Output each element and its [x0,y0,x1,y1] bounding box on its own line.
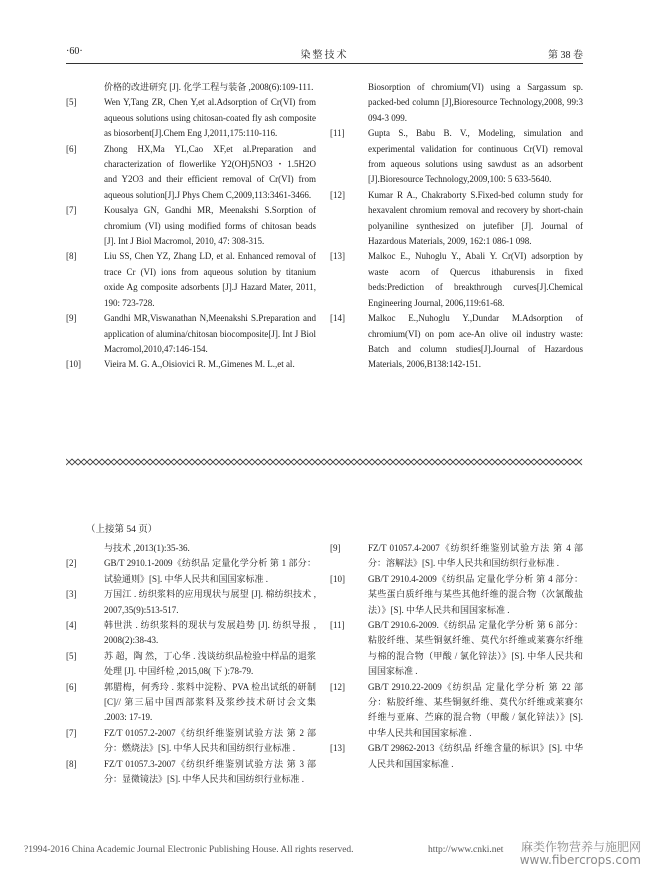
reference-item: [12] Kumar R A., Chakraborty S.Fixed-bed column study for hexavalent chromium removal and recovery by short-chain polyaniline synthesized on jutefiber [J]. Journal of Hazardous Materials, 2009, 162:1 086-1 098. [330,189,583,247]
reference-item: [6] 郭腊梅，何秀玲 . 浆料中淀粉、PVA 检出试纸的研制 [C]// 第三届中国西部浆料及浆纱技术研讨会文集 .2003: 17-19. [66,681,316,723]
reference-item: [3] 万国江 . 纺织浆料的应用现状与展望 [J]. 棉纺织技术 , 2007,35(9):513-517. [66,589,316,615]
reference-item: 与技术 ,2013(1):35-36. [104,543,190,553]
section-divider-wave [66,457,583,467]
reference-item: [8] FZ/T 01057.3-2007《纺织纤维鉴别试验方法 第 3 部分：显微镜法》[S]. 中华人民共和国纺织行业标准 . [66,758,316,785]
volume-label: 第 38 卷 [548,50,583,61]
header-rule [66,63,583,64]
reference-item: [10] Vieira M. G. A.,Oisiovici R. M.,Gimenes M. L.,et al. [66,359,295,370]
copyright-notice: ?1994-2016 China Academic Journal Electronic Publishing House. All rights reserved. [24,845,354,855]
journal-title: 染整技术 [300,50,349,61]
reference-item: [2] GB/T 2910.1-2009《纺织品 定量化学分析 第 1 部分：试验通则》[S]. 中华人民共和国国家标准 . [66,558,316,584]
footer-url: http://www.cnki.net [428,845,504,855]
reference-item: [14] Malkoc E.,Nuhoglu Y.,Dundar M.Adsorption of chromium(VI) on pom ace-An olive oil industry waste: Batch and column studies[J].Journal of Hazardous Materials, 2006,B138:142-151. [330,313,583,370]
reference-item: [6] Zhong HX,Ma YL,Cao XF,et al.Preparation and characterization of flowerlike Y2(OH)5NO3・1.5H2O and Y2O3 and their efficient removal of Cr(VI) from aqueous solution[J].J Phys Chem C,2009,113:3461-3466. [66,143,316,200]
reference-item: [7] Kousalya GN, Gandhi MR, Meenakshi S.Sorption of chromium (VI) using modified forms of chitosan beads [J]. Int J Biol Macromol, 2010, 47: 308-315. [66,205,316,247]
reference-item: [9] FZ/T 01057.4-2007《纺织纤维鉴别试验方法 第 4 部分：溶解法》[S]. 中华人民共和国纺织行业标准 . [330,543,583,569]
reference-item: [10] GB/T 2910.4-2009《纺织品 定量化学分析 第 4 部分：某些蛋白质纤维与某些其他纤维的混合物（次氯酸盐法）》[S]. 中华人民共和国国家标准 . [330,573,583,615]
reference-item: [9] Gandhi MR,Viswanathan N,Meenakshi S.Preparation and application of alumina/chitosan biocomposite[J]. Int J Biol Macromol,2010,47:146-154. [66,313,316,354]
reference-item: [11] GB/T 2910.6-2009.《纺织品 定量化学分析 第 6 部分：粘胶纤维、某些铜氨纤维、莫代尔纤维或莱赛尔纤维与棉的混合物（甲酸 / 氯化锌法）》[S]. 中华人民共和国国家标准 . [330,620,583,677]
site-watermark: 麻类作物营养与施肥网 www.fibercrops.com [519,840,641,867]
reference-item: Biosorption of chromium(VI) using a Sargassum sp. packed-bed column [J],Bioresource Technology,2008, 99:3 094-3 099. [368,82,583,123]
top-left-column [66,80,316,373]
reference-item: [12] GB/T 2910.22-2009《纺织品 定量化学分析 第 22 部分：粘胶纤维、某些铜氨纤维、莫代尔纤维或莱赛尔纤维与亚麻、苎麻的混合物（甲酸 / 氯化锌法）》[S]. 中华人民共和国国家标准 . [330,681,583,738]
reference-item: [8] Liu SS, Chen YZ, Zhang LD, et al. Enhanced removal of trace Cr (VI) ions from aqueous solution by titanium oxide Ag composite adsorbents [J].J Hazard Mater, 2011, 190: 723-728. [66,251,316,308]
page-footer [0,840,649,867]
bottom-right-column [330,541,583,772]
reference-item: 价格的改进研究 [J]. 化学工程与装备 ,2008(6):109-111. [104,82,314,92]
reference-item: [13] Malkoc E., Nuhoglu Y., Abali Y. Cr(VI) adsorption by waste acorn of Quercus ithaburensis in fixed beds:Prediction of breakthrough curves[J].Chemical Engineering Journal, 2006,119:61-68. [330,251,583,308]
page-number: ·60· [66,46,83,57]
reference-item: [7] FZ/T 01057.2-2007《纺织纤维鉴别试验方法 第 2 部分：燃烧法》[S]. 中华人民共和国纺织行业标准 . [66,727,316,754]
reference-item: [11] Gupta S., Babu B. V., Modeling, simulation and experimental validation for continuous Cr(VI) removal from aqueous solutions using sawdust as an adsorbent [J].Bioresource Technology,2009,100: 5 633-5640. [330,128,583,185]
reference-item: [5] Wen Y,Tang ZR, Chen Y,et al.Adsorption of Cr(VI) from aqueous solutions using chitosan-coated fly ash composite as biosorbent[J].Chem Eng J,2011,175:110-116. [66,97,316,139]
reference-item: [5] 苏 超，陶 然，丁心华 . 浅谈纺织品检验中样品的退浆处理 [J]. 中国纤检 ,2015,08( 下 ):78-79. [66,650,316,677]
continued-from-label: （上接第 54 页） [86,525,158,535]
reference-item: [13] GB/T 29862-2013《纺织品 纤维含量的标识》[S]. 中华人民共和国国家标准 . [330,743,583,769]
page-header [66,46,583,64]
top-right-column [330,80,583,373]
bottom-left-column [66,541,316,788]
reference-item: [4] 韩世洪 . 纺织浆料的现状与发展趋势 [J]. 纺织导报 , 2008(2):38-43. [66,620,316,646]
